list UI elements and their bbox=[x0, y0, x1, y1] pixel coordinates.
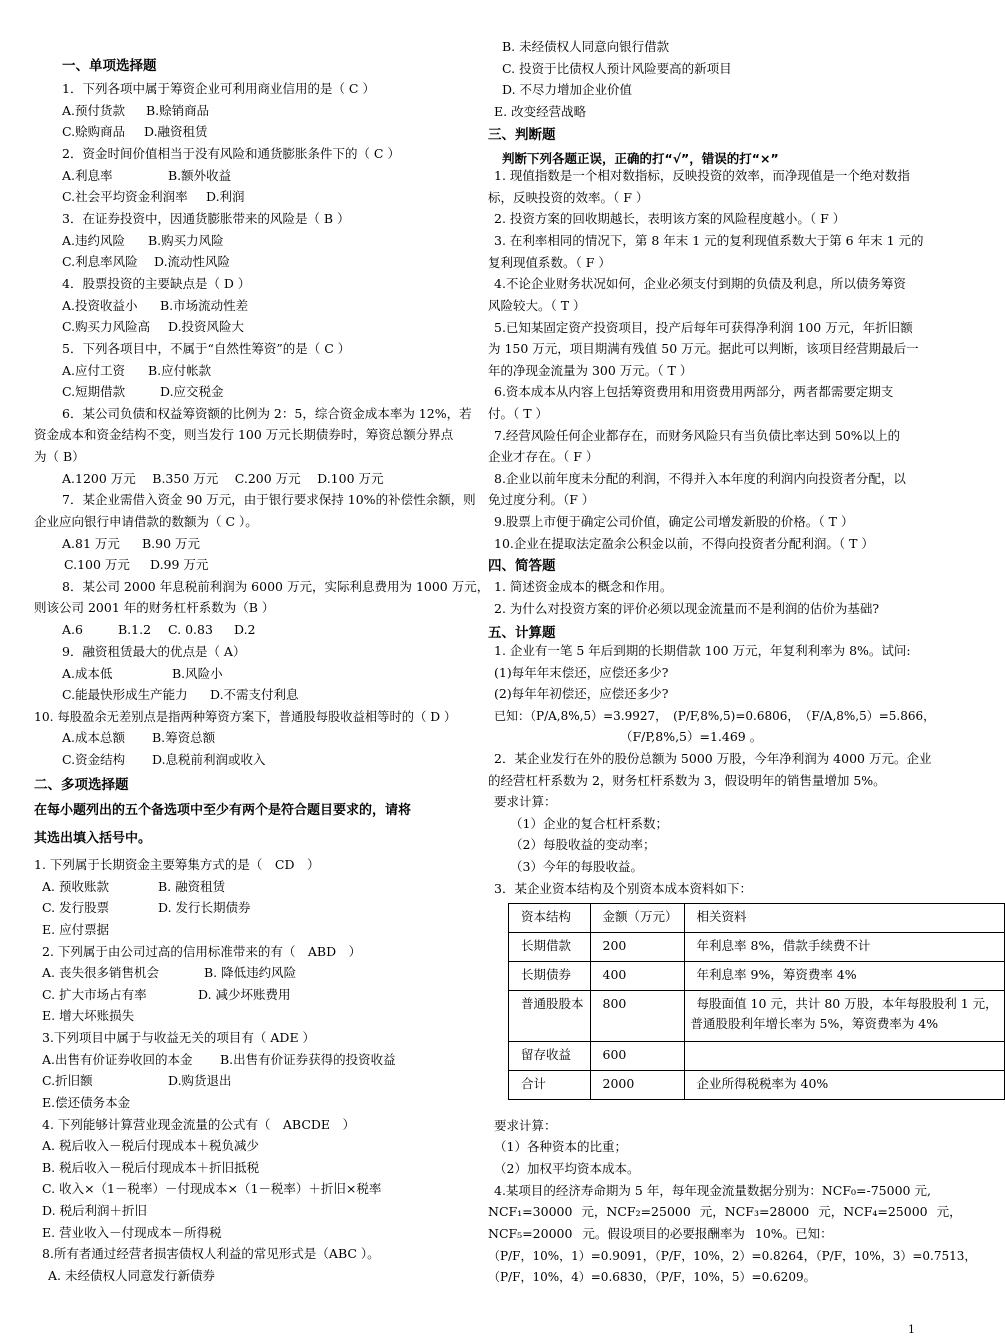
question-text: 风险较大。（ T ） bbox=[488, 298, 586, 313]
question-text: 6．某公司负债和权益筹资额的比例为 2：5，综合资金成本率为 12%，若 bbox=[62, 406, 472, 421]
option: D.融资租赁 bbox=[144, 124, 208, 139]
option: E. 改变经营战略 bbox=[494, 104, 587, 119]
option: C.赊购商品 bbox=[62, 124, 126, 139]
option: A. 未经债权人同意发行新债券 bbox=[48, 1268, 215, 1283]
section-title-single-choice: 一、单项选择题 bbox=[62, 58, 157, 74]
instruction-text: 判断下列各题正误，正确的打“√”，错误的打“×” bbox=[502, 151, 779, 166]
question-text: 2. 为什么对投资方案的评价必须以现金流量而不是利润的估价为基础? bbox=[494, 601, 880, 616]
question-text: 企业才存在。（ F ） bbox=[488, 449, 599, 464]
question-text: 1．下列各项中属于筹资企业可利用商业信用的是（ C ） bbox=[62, 81, 375, 96]
option: D. 减少坏账费用 bbox=[198, 987, 291, 1002]
section-title-calculation: 五、计算题 bbox=[488, 625, 556, 641]
table-cell: 长期借款 bbox=[509, 933, 591, 962]
question-text: 付。（ T ） bbox=[488, 406, 549, 421]
option: B. 降低违约风险 bbox=[204, 965, 297, 980]
question-text: 5.已知某固定资产投资项目，投产后每年可获得净利润 100 万元，年折旧额 bbox=[494, 320, 913, 335]
question-text: 年的净现金流量为 300 万元。（ T ） bbox=[488, 363, 693, 378]
option: C. 收入×（1－税率）－付现成本×（1－税率）＋折旧×税率 bbox=[42, 1181, 382, 1196]
question-text: 1. 简述资金成本的概念和作用。 bbox=[494, 579, 673, 594]
question-text: 为 150 万元，项目期满有残值 50 万元。据此可以判断，该项目经营期最后一 bbox=[488, 341, 919, 356]
table-cell: 长期债券 bbox=[509, 962, 591, 991]
table-cell: 600 bbox=[590, 1042, 684, 1071]
requirement-item: （1）各种资本的比重； bbox=[494, 1139, 627, 1154]
question-text: 5．下列各项目中，不属于“自然性筹资”的是（ C ） bbox=[62, 341, 351, 356]
option: A.预付货款 bbox=[62, 103, 126, 118]
option: C. 0.83 bbox=[168, 622, 213, 637]
option: A.出售有价证券收回的本金 bbox=[42, 1052, 193, 1067]
question-text: 3. 在利率相同的情况下，第 8 年末 1 元的复利现值系数大于第 6 年末 1 元的 bbox=[494, 233, 924, 248]
question-text: 3．某企业资本结构及个别资本成本资料如下： bbox=[494, 881, 752, 896]
option: D. 税后利润＋折旧 bbox=[42, 1203, 148, 1218]
option: B.市场流动性差 bbox=[160, 298, 249, 313]
table-cell: 留存收益 bbox=[509, 1042, 591, 1071]
option: B.90 万元 bbox=[142, 536, 201, 551]
question-text: 3.下列项目中属于与收益无关的项目有（ ADE ） bbox=[42, 1030, 316, 1045]
question-text: 2. 下列属于由公司过高的信用标准带来的有（ ABD ） bbox=[42, 944, 362, 959]
option: D.99 万元 bbox=[150, 557, 209, 572]
question-text: 2．资金时间价值相当于没有风险和通货膨胀条件下的（ C ） bbox=[62, 146, 400, 161]
option: A.81 万元 bbox=[62, 536, 120, 551]
question-text: 则该公司 2001 年的财务杠杆系数为（B ） bbox=[34, 600, 275, 615]
option: A. 丧失很多销售机会 bbox=[42, 965, 159, 980]
section-title-short-answer: 四、简答题 bbox=[488, 558, 556, 574]
question-text: 10.企业在提取法定盈余公积金以前，不得向投资者分配利润。（ T ） bbox=[494, 536, 874, 551]
question-text: 复利现值系数。（ F ） bbox=[488, 255, 611, 270]
table-row bbox=[509, 991, 1005, 1042]
capital-structure-table bbox=[508, 903, 1005, 1100]
option: A.违约风险 bbox=[62, 233, 126, 248]
question-text: (2)每年年初偿还，应偿还多少? bbox=[494, 686, 669, 701]
option: B. 未经债权人同意向银行借款 bbox=[502, 39, 670, 54]
option: C.能最快形成生产能力 bbox=[62, 687, 188, 702]
question-text: 1. 企业有一笔 5 年后到期的长期借款 100 万元，年复利利率为 8%。试问: bbox=[494, 643, 911, 658]
table-row bbox=[509, 962, 1005, 991]
option: B. 税后收入－税后付现成本＋折旧抵税 bbox=[42, 1160, 260, 1175]
question-text: 7.经营风险任何企业都存在，而财务风险只有当负债比率达到 50%以上的 bbox=[494, 428, 901, 443]
question-text: 10. 每股盈余无差别点是指两种筹资方案下，普通股每股收益相等时的（ D ） bbox=[34, 710, 457, 724]
table-row bbox=[509, 1071, 1005, 1100]
question-text: 为（ B） bbox=[34, 449, 85, 464]
option: C.100 万元 bbox=[64, 557, 130, 572]
option: B.出售有价证券获得的投资收益 bbox=[220, 1052, 396, 1067]
option: B.额外收益 bbox=[168, 168, 232, 183]
question-text: 资金成本和资金结构不变，则当发行 100 万元长期债券时，筹资总额分界点 bbox=[34, 427, 454, 442]
option: D.不需支付利息 bbox=[210, 687, 299, 702]
question-text: 8.所有者通过经营者损害债权人利益的常见形式是（ABC ）。 bbox=[42, 1246, 380, 1261]
option: D.流动性风险 bbox=[154, 254, 231, 269]
option: E. 应付票据 bbox=[42, 922, 110, 937]
option: D. 不尽力增加企业价值 bbox=[502, 82, 633, 97]
section-title-true-false: 三、判断题 bbox=[488, 127, 556, 143]
option: C. 投资于比债权人预计风险要高的新项目 bbox=[502, 61, 732, 76]
question-text: 9.股票上市便于确定公司价值，确定公司增发新股的价格。（ T ） bbox=[494, 514, 854, 529]
question-text: 4．股票投资的主要缺点是（ D ） bbox=[62, 276, 251, 291]
option: A. 税后收入－税后付现成本＋税负减少 bbox=[42, 1138, 259, 1153]
option: D.利润 bbox=[206, 189, 245, 204]
table-cell: 2000 bbox=[590, 1071, 684, 1100]
question-text: （P/F，10%，1）=0.9091，（P/F，10%，2）=0.8264，（P/F，10%，3）=0.7513， bbox=[488, 1249, 977, 1263]
option: B.1.2 bbox=[118, 622, 152, 637]
option: C. 发行股票 bbox=[42, 900, 110, 915]
option: E.偿还债务本金 bbox=[42, 1095, 131, 1110]
option: C. 扩大市场占有率 bbox=[42, 987, 147, 1002]
option: C.折旧额 bbox=[42, 1073, 93, 1088]
table-cell bbox=[684, 1042, 1004, 1071]
option: A. 预收账款 bbox=[42, 879, 109, 894]
question-text: 的经营杠杆系数为 2，财务杠杆系数为 3，假设明年的销售量增加 5%。 bbox=[488, 773, 886, 788]
option: D. 发行长期债券 bbox=[158, 900, 251, 915]
question-text: 4.不论企业财务状况如何，企业必须支付到期的负债及利息，所以债务筹资 bbox=[494, 276, 906, 291]
question-text: 3．在证券投资中，因通货膨胀带来的风险是（ B ） bbox=[62, 211, 350, 226]
table-cell-line: 普通股股利年增长率为 5%，筹资费率为 4% bbox=[690, 1016, 939, 1031]
question-text: 1. 现值指数是一个相对数指标，反映投资的效率，而净现值是一个绝对数指 bbox=[494, 168, 910, 183]
option: C.短期借款 bbox=[62, 384, 126, 399]
requirement-item: （2）加权平均资本成本。 bbox=[494, 1161, 640, 1176]
table-header: 相关资料 bbox=[684, 904, 1004, 933]
instruction-text: 其选出填入括号中。 bbox=[34, 831, 152, 846]
instruction-text: 在每小题列出的五个备选项中至少有两个是符合题目要求的，请将 bbox=[34, 803, 412, 818]
question-text: 已知：（P/A,8%,5）=3.9927， (P/F,8%,5)=0.6806， （F/A,8%,5）=5.866， bbox=[494, 709, 936, 723]
option: B.应付帐款 bbox=[148, 363, 212, 378]
question-text: 6.资本成本从内容上包括筹资费用和用资费用两部分，两者都需要定期支 bbox=[494, 384, 894, 399]
question-text: （P/F，10%，4）=0.6830，（P/F，10%，5）=0.6209。 bbox=[488, 1270, 816, 1284]
option: C.购买力风险高 bbox=[62, 319, 151, 334]
option-row: A.1200 万元 B.350 万元 C.200 万元 D.100 万元 bbox=[62, 471, 384, 486]
option: B. 融资租赁 bbox=[158, 879, 226, 894]
requirement-label: 要求计算： bbox=[494, 794, 557, 809]
question-text: NCF₁=30000 元，NCF₂=25000 元，NCF₃=28000 元，NCF₄=25000 元， bbox=[488, 1204, 962, 1219]
table-header-row bbox=[509, 904, 1005, 933]
table-row bbox=[509, 1042, 1005, 1071]
question-text: 标，反映投资的效率。（ F ） bbox=[488, 190, 649, 205]
table-cell: 普通股股本 bbox=[509, 991, 591, 1042]
table-cell: 800 bbox=[590, 991, 684, 1042]
table-cell: 年利息率 8%，借款手续费不计 bbox=[684, 933, 1004, 962]
table-cell: 400 bbox=[590, 962, 684, 991]
section-title-multiple-choice: 二、多项选择题 bbox=[34, 777, 129, 793]
table-cell: 合计 bbox=[509, 1071, 591, 1100]
option: C.资金结构 bbox=[62, 752, 126, 767]
requirement-item: （1）企业的复合杠杆系数； bbox=[510, 816, 668, 831]
table-header: 资本结构 bbox=[509, 904, 591, 933]
option: B.购买力风险 bbox=[148, 233, 224, 248]
option: C.社会平均资金利润率 bbox=[62, 189, 188, 204]
question-text: 2．某企业发行在外的股份总额为 5000 万股，今年净利润为 4000 万元。企业 bbox=[494, 751, 932, 766]
table-row bbox=[509, 933, 1005, 962]
option: D.购货退出 bbox=[168, 1073, 232, 1088]
question-text: 4.某项目的经济寿命期为 5 年，每年现金流量数据分别为：NCF₀=-75000 元, bbox=[494, 1183, 931, 1198]
question-text: (1)每年年末偿还，应偿还多少? bbox=[494, 665, 669, 680]
table-cell: 200 bbox=[590, 933, 684, 962]
question-text: 企业应向银行申请借款的数额为（ C ）。 bbox=[34, 514, 258, 529]
question-text: 8.企业以前年度未分配的利润，不得并入本年度的利润内向投资者分配，以 bbox=[494, 471, 906, 486]
question-text: 7．某企业需借入资金 90 万元，由于银行要求保持 10%的补偿性余额，则 bbox=[62, 492, 476, 507]
table-cell-line: 每股面值 10 元，共计 80 万股，本年每股股利 1 元， bbox=[696, 996, 998, 1011]
requirement-label: 要求计算： bbox=[494, 1118, 557, 1133]
option: D.应交税金 bbox=[160, 384, 224, 399]
option: A.成本总额 bbox=[62, 730, 126, 745]
requirement-item: （3）今年的每股收益。 bbox=[510, 859, 643, 874]
question-text: 1. 下列属于长期资金主要筹集方式的是（ CD ） bbox=[34, 857, 320, 872]
question-text: 免过度分利。（F ） bbox=[488, 492, 595, 507]
option: E. 增大坏账损失 bbox=[42, 1008, 135, 1023]
table-header: 金额（万元） bbox=[590, 904, 684, 933]
table-cell: 年利息率 9%，筹资费率 4% bbox=[684, 962, 1004, 991]
option: E. 营业收入－付现成本－所得税 bbox=[42, 1225, 222, 1240]
question-text: 9．融资租赁最大的优点是（ A） bbox=[62, 644, 246, 659]
option: A.投资收益小 bbox=[62, 298, 138, 313]
question-text: 4. 下列能够计算营业现金流量的公式有（ ABCDE ） bbox=[42, 1117, 356, 1132]
requirement-item: （2）每股收益的变动率； bbox=[510, 837, 656, 852]
question-text: 2. 投资方案的回收期越长，表明该方案的风险程度越小。（ F ） bbox=[494, 211, 846, 226]
question-text: （F/P,8%,5）=1.469 。 bbox=[620, 729, 763, 744]
page-number: 1 bbox=[908, 1323, 915, 1336]
option: B.赊销商品 bbox=[146, 103, 210, 118]
option: D.投资风险大 bbox=[168, 319, 245, 334]
option: A.应付工资 bbox=[62, 363, 126, 378]
option: A.6 bbox=[62, 622, 83, 637]
table-cell bbox=[684, 991, 1004, 1042]
option: C.利息率风险 bbox=[62, 254, 138, 269]
option: A.利息率 bbox=[62, 168, 113, 183]
option: B.风险小 bbox=[172, 666, 223, 681]
question-text: 8．某公司 2000 年息税前利润为 6000 万元，实际利息费用为 1000 万元， bbox=[62, 579, 490, 594]
question-text: NCF₅=20000 元。假设项目的必要报酬率为 10%。已知： bbox=[488, 1226, 833, 1241]
option: A.成本低 bbox=[62, 666, 113, 681]
option: D.2 bbox=[234, 622, 256, 637]
table-cell: 企业所得税税率为 40% bbox=[684, 1071, 1004, 1100]
option: D.息税前利润或收入 bbox=[152, 752, 266, 767]
option: B.筹资总额 bbox=[152, 730, 216, 745]
